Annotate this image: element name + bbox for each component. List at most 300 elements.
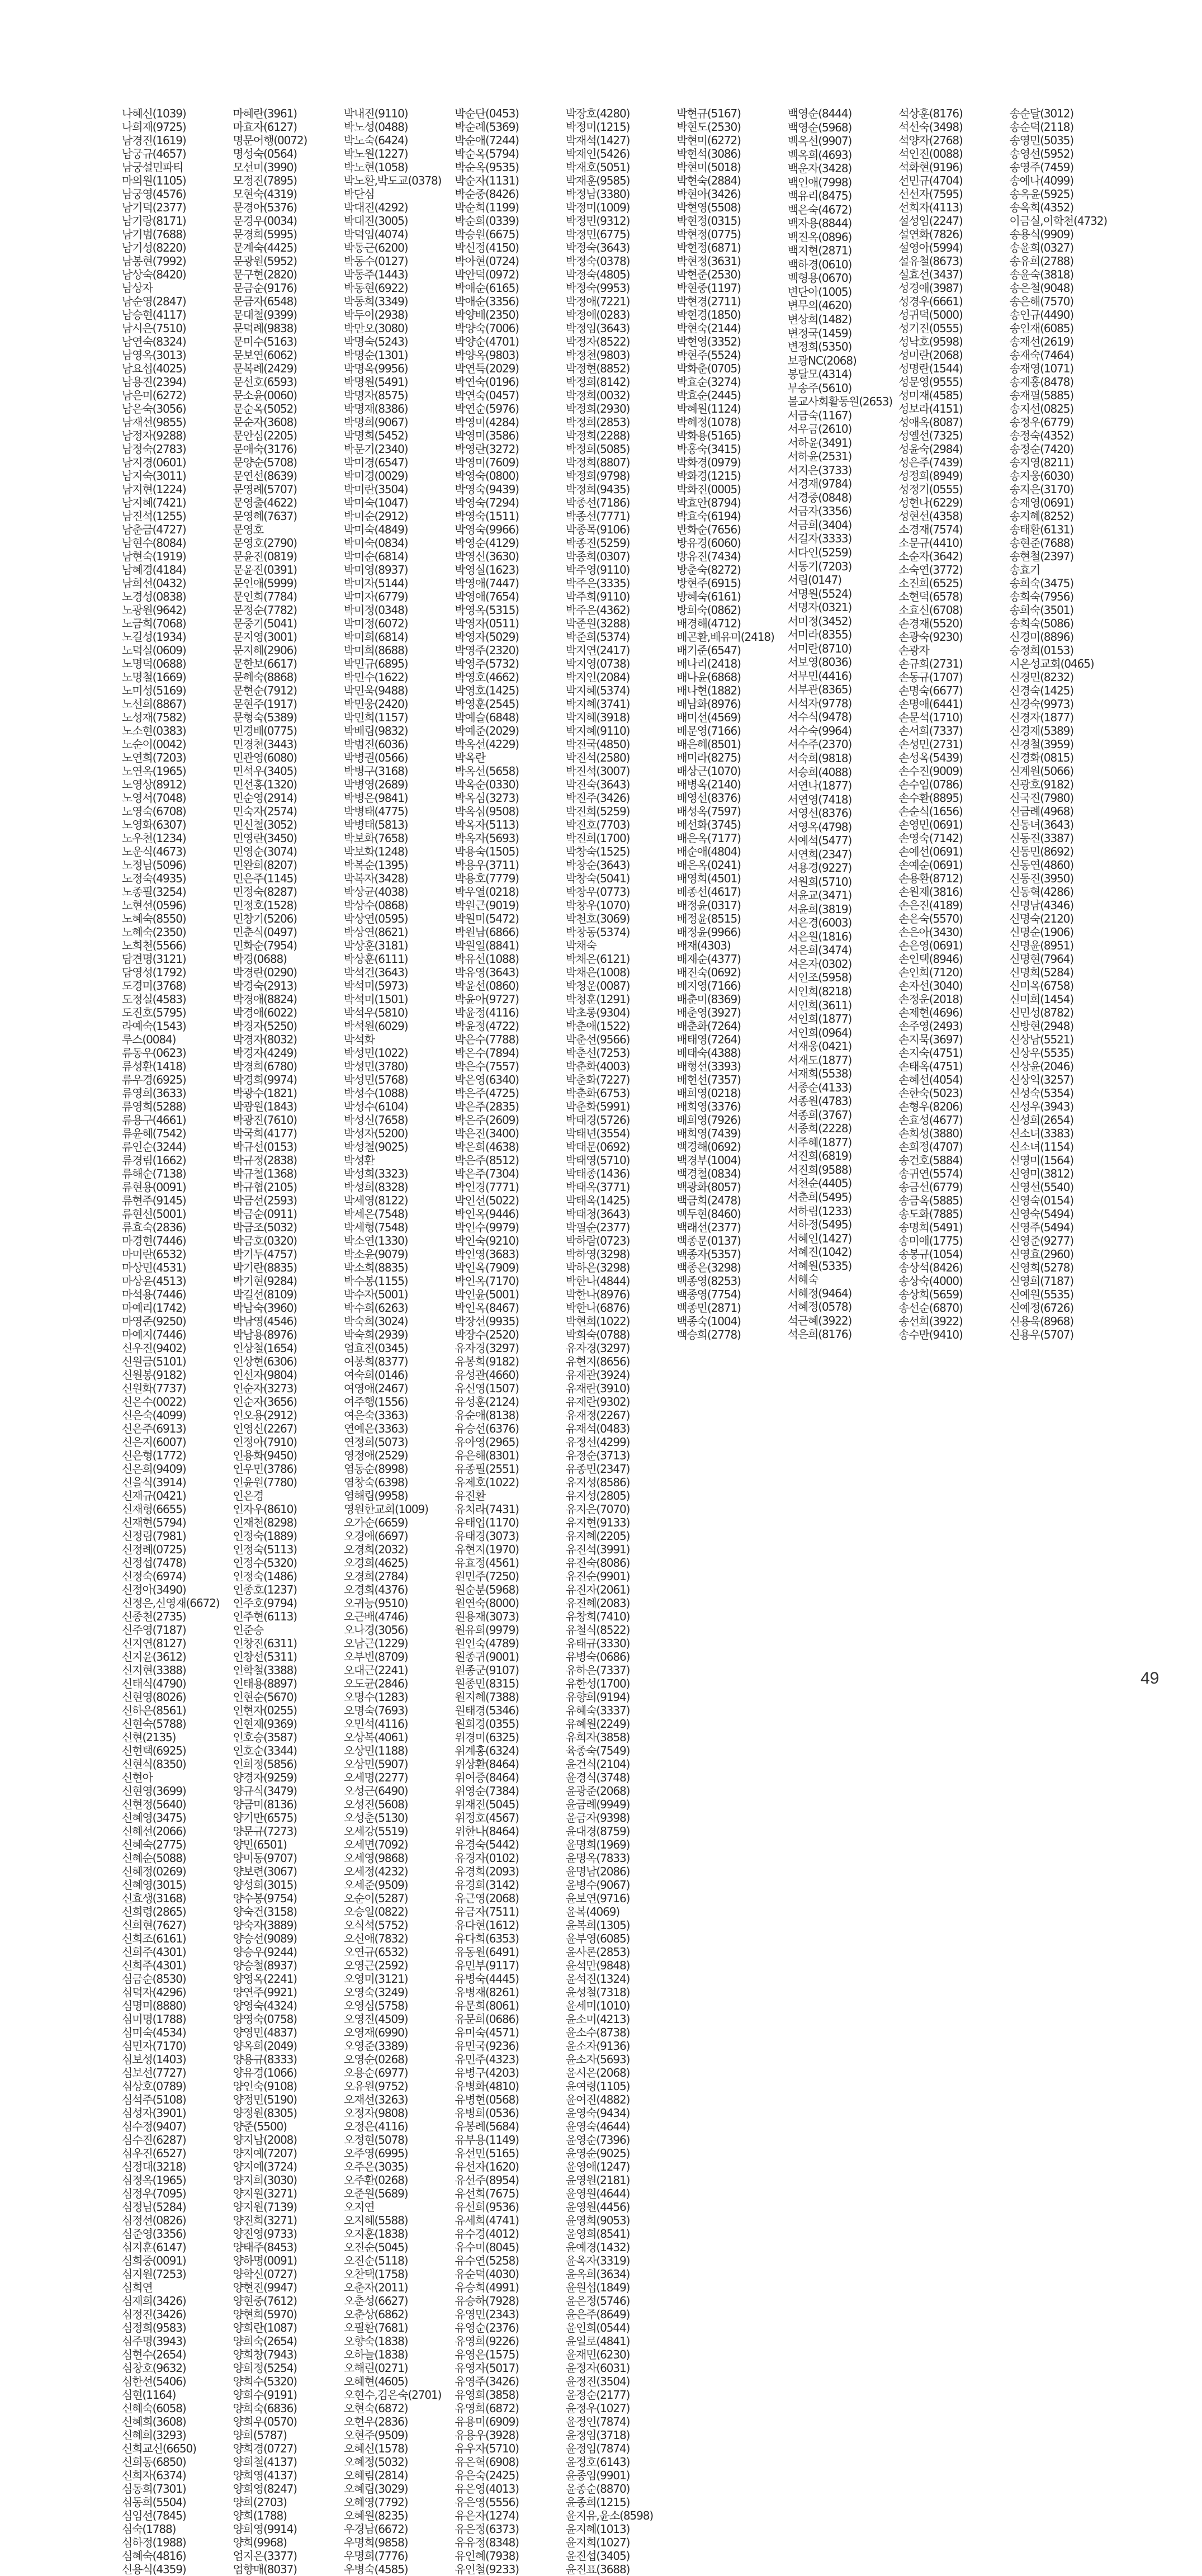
donor-name-entry: 노영서(7048) [122, 791, 186, 805]
donor-name-entry: 신은주(6913) [122, 1422, 186, 1435]
donor-name-entry: 박미자(6779) [343, 590, 408, 603]
donor-name-entry: 신정숙(6974) [122, 1570, 186, 1583]
donor-name-entry: 모현숙(4319) [233, 187, 297, 201]
donor-name-entry: 오지훈(1838) [343, 2227, 408, 2241]
donor-name-entry: 박명옥(9956) [343, 362, 408, 375]
donor-name-entry: 손규희(2731) [898, 657, 963, 670]
donor-name-entry: 심덕자(4296) [122, 1986, 186, 1999]
donor-name-entry: 반화순(7656) [676, 523, 741, 536]
donor-name-entry: 박채숙 [565, 939, 597, 952]
donor-name-entry: 박병권(0566) [343, 751, 408, 764]
donor-name-entry: 박성민(5768) [343, 1073, 408, 1086]
donor-name-entry: 박명원(5491) [343, 375, 408, 389]
donor-name-entry: 오성진(5608) [343, 1798, 408, 1811]
donor-name-entry: 남지현(1224) [122, 483, 186, 496]
donor-name-entry: 배희영(7926) [676, 1113, 741, 1127]
donor-name-entry: 유세희(4741) [455, 2214, 519, 2227]
donor-name-entry: 박상연(0595) [343, 912, 408, 925]
donor-name-entry: 민영란(3450) [233, 831, 297, 845]
donor-name-entry: 박병영(2689) [343, 778, 408, 791]
donor-name-entry: 박창숙(5041) [565, 872, 630, 885]
donor-name-entry: 보광NC(2068) [787, 353, 856, 367]
donor-name-entry: 민은주(1145) [233, 872, 297, 885]
donor-name-entry: 박순자(1131) [455, 174, 519, 187]
donor-name-entry: 신경민(8232) [1009, 670, 1074, 684]
donor-name-entry: 유효정(4561) [455, 1556, 519, 1570]
donor-name-entry: 위한나(8464) [455, 1825, 519, 1838]
donor-name-entry: 신명숙(2120) [1009, 912, 1074, 925]
donor-name-entry: 윤일로(4841) [565, 2334, 630, 2348]
donor-name-entry: 백종은(3298) [676, 1261, 741, 1274]
donor-name-entry: 박순희(0339) [455, 214, 519, 228]
donor-name-entry: 유재석(0483) [565, 1422, 630, 1435]
donor-name-entry: 송은해(7570) [1009, 295, 1074, 308]
donor-name-entry: 박태청(3643) [565, 1207, 630, 1221]
donor-name-entry: 유재란(3910) [565, 1382, 630, 1395]
donor-name-entry: 박성희(8328) [343, 1180, 408, 1194]
donor-name-entry: 양희경(0727) [233, 2442, 297, 2455]
donor-name-entry: 박기두(4757) [233, 1247, 297, 1261]
donor-name-entry: 유신영(1507) [455, 1382, 519, 1395]
donor-name-entry: 양현중(7612) [233, 2294, 297, 2308]
donor-name-entry: 양미동(9707) [233, 1851, 297, 1865]
donor-name-entry: 박미희(6814) [343, 630, 408, 644]
donor-name-entry: 박종목(9106) [565, 523, 630, 536]
donor-name-entry: 박미자(5144) [343, 576, 408, 590]
donor-name-entry: 윤예경(1432) [565, 2241, 630, 2254]
donor-name-entry: 백옥선(9907) [787, 134, 852, 148]
donor-name-entry: 박재훈(9585) [565, 174, 630, 187]
donor-name-entry: 염해림(9958) [343, 1489, 408, 1502]
donor-name-entry: 양숙건(3158) [233, 1905, 297, 1918]
donor-name-entry: 오도균(2846) [343, 1677, 408, 1690]
donor-name-entry: 성미재(4585) [898, 389, 963, 402]
donor-name-entry: 박인옥(7909) [455, 1261, 519, 1274]
donor-name-entry: 노금희(7068) [122, 617, 186, 630]
donor-name-entry: 박두이(2938) [343, 308, 408, 322]
donor-name-entry: 윤정임(7874) [565, 2442, 630, 2455]
donor-name-entry: 오향숙(1838) [343, 2334, 408, 2348]
donor-name-entry: 유다희(6353) [455, 1932, 519, 1945]
donor-name-entry: 민관영(6080) [233, 751, 297, 764]
donor-name-entry: 박인수(9979) [455, 1221, 519, 1234]
donor-name-entry: 양영옥(2241) [233, 1972, 297, 1986]
donor-name-entry: 박규선(0153) [233, 1140, 297, 1154]
donor-name-entry: 유영희(9226) [455, 2334, 519, 2348]
donor-name-entry: 방희숙(0862) [676, 603, 741, 617]
donor-name-entry: 오재선(3263) [343, 2093, 408, 2106]
donor-name-entry: 마상윤(4513) [122, 1274, 186, 1288]
donor-name-entry: 신경숙(9973) [1009, 697, 1074, 711]
donor-name-entry: 남연숙(8324) [122, 335, 186, 348]
donor-name-entry: 박길선(8109) [233, 1288, 297, 1301]
donor-name-entry: 유승선(6376) [455, 1422, 519, 1435]
donor-name-entry: 양희(1788) [233, 2509, 287, 2522]
donor-name-entry: 성현나(6229) [898, 496, 963, 509]
donor-name-entry: 박태옥(3771) [565, 1180, 630, 1194]
donor-name-entry: 유경희(2093) [455, 1865, 519, 1878]
donor-name-entry: 배희영(3376) [676, 1100, 741, 1113]
name-column [566, 107, 673, 1341]
donor-name-entry: 윤영원(4644) [565, 2187, 630, 2200]
donor-name-entry: 서혜진(1042) [787, 1245, 852, 1259]
donor-name-entry: 오경희(4376) [343, 1583, 408, 1596]
donor-name-entry: 박지혜(3918) [565, 711, 630, 724]
donor-name-entry: 박경숙(2913) [233, 979, 297, 992]
donor-name-entry: 백경해(0692) [676, 1140, 741, 1154]
donor-name-entry: 손효성(4677) [898, 1113, 963, 1127]
donor-name-entry: 박연득(2029) [455, 362, 519, 375]
donor-name-entry: 손인택(8946) [898, 952, 963, 966]
donor-name-entry: 인현재(9369) [233, 1717, 297, 1731]
donor-name-entry: 박병태(4775) [343, 805, 408, 818]
donor-name-entry: 박종진(5259) [565, 536, 630, 550]
donor-name-entry: 서금숙(1167) [787, 408, 852, 422]
donor-name-entry: 신영미(1564) [1009, 1154, 1074, 1167]
donor-name-entry: 신동민(8692) [1009, 845, 1074, 858]
donor-name-entry: 양희숙(2654) [233, 2334, 297, 2348]
donor-name-entry: 인희정(5856) [233, 1757, 297, 1771]
donor-name-entry: 배지영(7166) [676, 979, 741, 992]
donor-name-entry: 배춘미(8369) [676, 992, 741, 1006]
donor-name-entry: 백옥희(4693) [787, 148, 852, 162]
donor-name-entry: 노우천(1234) [122, 831, 186, 845]
donor-name-entry: 서수숙(9964) [787, 724, 852, 738]
donor-name-entry: 서재웅(0421) [787, 1039, 852, 1053]
donor-name-entry: 박영주(2320) [455, 644, 519, 657]
donor-name-entry: 송정우(6779) [1009, 415, 1074, 429]
donor-name-entry: 송재영(1071) [1009, 362, 1074, 375]
donor-name-entry: 박영숙(1511) [455, 509, 519, 523]
donor-name-entry: 유지혜(2205) [565, 1529, 630, 1543]
donor-name-entry: 박순애(7244) [455, 134, 519, 147]
donor-name-entry: 박현경(2711) [676, 295, 741, 308]
donor-name-entry: 신영주(5494) [1009, 1221, 1074, 1234]
donor-name-entry: 신상남(5521) [1009, 1033, 1074, 1046]
donor-name-entry: 박복순(1395) [343, 858, 408, 872]
donor-name-entry: 오주영(6995) [343, 2147, 408, 2160]
donor-name-entry: 원희경(0355) [455, 1717, 519, 1731]
donor-name-entry: 배춘화(7264) [676, 1019, 741, 1033]
donor-name-entry: 박지인(2084) [565, 670, 630, 684]
donor-name-entry: 박미희(8688) [343, 644, 408, 657]
donor-name-entry: 오세면(7092) [343, 1838, 408, 1851]
donor-name-entry: 박성희(3323) [343, 1167, 408, 1180]
donor-name-entry: 노소현(0383) [122, 724, 186, 738]
donor-name-entry: 서미라(8355) [787, 628, 852, 642]
donor-name-entry: 오영준(3389) [343, 2039, 408, 2053]
donor-name-entry: 송현철(2397) [1009, 550, 1074, 563]
donor-name-entry: 마혜란(3961) [233, 107, 297, 120]
donor-name-entry: 유경자(0102) [455, 1851, 519, 1865]
donor-name-entry: 류영희(3633) [122, 1086, 186, 1100]
donor-name-entry: 위정호(4567) [455, 1811, 519, 1825]
donor-name-entry: 백종영(8253) [676, 1274, 741, 1288]
donor-name-entry: 육종숙(7549) [565, 1744, 630, 1757]
donor-name-entry: 윤정호(6143) [565, 2455, 630, 2469]
donor-name-entry: 성기진(0555) [898, 322, 963, 335]
donor-name-entry: 심준영(3356) [122, 2227, 186, 2241]
donor-name-entry: 민경배(0775) [233, 724, 297, 738]
donor-name-entry: 노현선(0596) [122, 899, 186, 912]
donor-name-entry: 손형우(8206) [898, 1100, 963, 1113]
donor-name-entry: 서미란(8710) [787, 641, 852, 655]
donor-name-entry: 박효순(2445) [676, 389, 741, 402]
donor-name-entry: 노길성(1934) [122, 630, 186, 644]
donor-name-entry: 박정숙(9953) [565, 281, 630, 295]
donor-name-entry: 박금호(0320) [233, 1234, 297, 1247]
donor-name-entry: 서금자(3356) [787, 504, 852, 518]
donor-name-entry: 신혜선(2066) [122, 1825, 186, 1838]
donor-name-entry: 윤영희(8541) [565, 2227, 630, 2241]
donor-name-entry: 신우진(9402) [122, 1341, 186, 1355]
donor-name-entry: 서혜원(5335) [787, 1259, 852, 1273]
donor-name-entry: 서진희(6819) [787, 1149, 852, 1163]
donor-name-entry: 박정희(9798) [565, 469, 630, 483]
donor-name-entry: 남현수(8084) [122, 536, 186, 550]
donor-name-entry: 남정자(9288) [122, 429, 186, 442]
donor-name-entry: 심정희(9583) [122, 2321, 186, 2334]
donor-name-entry: 박금순(0911) [233, 1207, 297, 1221]
donor-name-entry: 박규철(1368) [233, 1167, 297, 1180]
donor-name-entry: 배성옥(7597) [676, 805, 741, 818]
donor-name-entry: 서혜정(9464) [787, 1286, 852, 1300]
donor-name-entry: 남재선(9855) [122, 415, 186, 429]
donor-name-entry: 유은자(1274) [455, 2509, 519, 2522]
donor-name-entry: 서명원(5524) [787, 587, 852, 601]
donor-name-entry: 박원일(8841) [455, 939, 519, 952]
donor-name-entry: 신광호(9182) [1009, 778, 1074, 791]
donor-name-entry: 신혜숙(2775) [122, 1838, 186, 1851]
donor-name-entry: 방혜숙(6161) [676, 590, 741, 603]
donor-name-entry: 유자경(3297) [565, 1341, 630, 1355]
donor-name-entry: 양영민(4837) [233, 2026, 297, 2039]
donor-name-entry: 유진석(3991) [565, 1543, 630, 1556]
donor-name-entry: 손정운(2018) [898, 992, 963, 1006]
donor-name-entry: 박옥선(4229) [455, 738, 519, 751]
donor-name-entry: 송순달(3012) [1009, 107, 1074, 120]
donor-name-entry: 박장선(9935) [455, 1315, 519, 1328]
donor-name-entry: 신재형(6655) [122, 1502, 186, 1516]
donor-name-entry: 송희숙(5086) [1009, 617, 1074, 630]
donor-name-entry: 오지혜(5588) [343, 2214, 408, 2227]
name-column [455, 1341, 562, 2576]
donor-name-entry: 박한나(8976) [565, 1288, 630, 1301]
donor-name-entry: 송상희(5659) [898, 1288, 963, 1301]
donor-name-entry: 손성옥(5439) [898, 751, 963, 764]
donor-name-entry: 박인선(5022) [455, 1194, 519, 1207]
donor-name-entry: 민춘식(0497) [233, 925, 297, 939]
donor-name-entry: 박정희(2288) [565, 429, 630, 442]
donor-name-entry: 오지연 [343, 2200, 375, 2214]
donor-name-entry: 이금실,이학천(4732) [1009, 214, 1108, 228]
donor-name-entry: 박양순(4701) [455, 335, 519, 348]
donor-name-entry: 신원봉(9182) [122, 1368, 186, 1382]
donor-name-entry: 손경재(5520) [898, 617, 963, 630]
donor-name-entry: 박태년(3554) [565, 1127, 630, 1140]
donor-name-entry: 오용순(6977) [343, 2066, 408, 2079]
donor-name-entry: 윤원섭(1849) [565, 2281, 630, 2294]
donor-name-entry: 오정현(5078) [343, 2133, 408, 2147]
donor-name-entry: 원종군(9107) [455, 1663, 519, 1677]
donor-name-entry: 인상현(6306) [233, 1355, 297, 1368]
donor-name-entry: 서하림(1233) [787, 1204, 852, 1218]
donor-name-entry: 서원희(5710) [787, 875, 852, 888]
donor-name-entry: 손지숙(4751) [898, 1046, 963, 1060]
donor-name-entry: 유수미(8045) [455, 2241, 519, 2254]
donor-name-entry: 라예숙(1543) [122, 1019, 186, 1033]
donor-name-entry: 양희정(5254) [233, 2361, 297, 2375]
donor-name-entry: 박양옥(9803) [455, 348, 519, 362]
donor-name-entry: 박남영(4546) [233, 1315, 297, 1328]
donor-name-entry: 남용진(2394) [122, 375, 186, 389]
donor-name-entry: 인학철(3388) [233, 1663, 297, 1677]
donor-name-entry: 심창호(9632) [122, 2361, 186, 2375]
donor-name-entry: 윤여령(1105) [565, 2079, 630, 2093]
donor-name-entry: 윤정순(2177) [565, 2388, 630, 2402]
donor-name-entry: 박영신(3630) [455, 550, 519, 563]
donor-name-entry: 신방현(2948) [1009, 1019, 1074, 1033]
donor-name-entry: 서경재(9784) [787, 477, 852, 491]
donor-name-entry: 박노원(1227) [343, 147, 408, 160]
donor-name-entry: 양현진(9947) [233, 2281, 297, 2294]
donor-name-entry: 박화진(0005) [676, 483, 741, 496]
donor-name-entry: 박진숙(3643) [565, 778, 630, 791]
donor-name-entry: 박하람(0723) [565, 1234, 630, 1247]
donor-name-entry: 박인경(7771) [455, 1180, 519, 1194]
donor-name-entry: 신지연(8127) [122, 1637, 186, 1650]
donor-name-entry: 우병숙(4585) [343, 2563, 408, 2576]
donor-name-entry: 박혜원(1124) [676, 402, 741, 415]
donor-name-entry: 염동순(8998) [343, 1462, 408, 1476]
donor-name-entry: 문영호(2790) [233, 536, 297, 550]
donor-name-entry: 남희선(0432) [122, 576, 186, 590]
donor-name-entry: 서승희(4088) [787, 765, 852, 779]
donor-name-entry: 문광원(5952) [233, 254, 297, 268]
donor-name-entry: 박기현(9284) [233, 1274, 297, 1288]
donor-name-entry: 유재란(9302) [565, 1395, 630, 1408]
donor-name-entry: 송미애(1775) [898, 1234, 963, 1247]
donor-name-entry: 양지희(3030) [233, 2173, 297, 2187]
donor-name-entry: 오승일(0822) [343, 1905, 408, 1918]
donor-name-entry: 박주영(9110) [565, 563, 630, 576]
donor-name-entry: 문대철(9399) [233, 308, 297, 322]
donor-name-entry: 인주호(9794) [233, 1596, 297, 1610]
donor-name-entry: 박현숙(2144) [676, 322, 741, 335]
donor-name-entry: 설유철(8673) [898, 254, 963, 268]
donor-name-entry: 심석주(5108) [122, 2093, 186, 2106]
donor-name-entry: 박노성(0488) [343, 120, 408, 134]
donor-name-entry: 오신애(7832) [343, 1932, 408, 1945]
donor-name-entry: 마예리(1742) [122, 1301, 186, 1315]
donor-name-entry: 시온성교회(0465) [1009, 657, 1094, 670]
donor-name-entry: 백승희(2778) [676, 1328, 741, 1341]
donor-name-entry: 여은숙(3363) [343, 1408, 408, 1422]
donor-name-entry: 노연희(7203) [122, 751, 186, 764]
donor-name-entry: 박미영(8937) [343, 563, 408, 576]
donor-name-entry: 인오용(2912) [233, 1408, 297, 1422]
donor-name-entry: 박주은(3335) [565, 576, 630, 590]
donor-name-entry: 노미성(5169) [122, 684, 186, 697]
donor-name-entry: 인호순(3344) [233, 1744, 297, 1757]
donor-name-entry: 인태용(8897) [233, 1677, 297, 1690]
donor-name-entry: 박금선(2593) [233, 1194, 297, 1207]
donor-name-entry: 서숙희(9818) [787, 751, 852, 765]
donor-name-entry: 박병은(9841) [343, 791, 408, 805]
donor-name-entry: 문윤진(0819) [233, 550, 297, 563]
donor-name-entry: 심상호(0789) [122, 2079, 186, 2093]
donor-name-entry: 오찬택(1758) [343, 2267, 408, 2281]
donor-name-entry: 신희자(6374) [122, 2469, 186, 2482]
donor-name-entry: 신영희(5278) [1009, 1261, 1074, 1274]
donor-name-entry: 소효신(6708) [898, 603, 963, 617]
donor-name-entry: 심수정(9407) [122, 2120, 186, 2133]
donor-name-entry: 소진희(6525) [898, 576, 963, 590]
donor-name-entry: 박채은(6121) [565, 952, 630, 966]
donor-name-entry: 송희숙(3475) [1009, 576, 1074, 590]
donor-name-entry: 배선화(3745) [676, 818, 741, 831]
donor-name-entry: 박범진(6036) [343, 738, 408, 751]
donor-name-entry: 윤영순(9025) [565, 2147, 630, 2160]
donor-name-entry: 인정숙(1889) [233, 1529, 297, 1543]
donor-name-entry: 백영순(5968) [787, 120, 852, 134]
donor-name-entry: 서동기(7203) [787, 559, 852, 573]
donor-name-entry: 노영화(6307) [122, 818, 186, 831]
donor-name-entry: 양경자(9259) [233, 1771, 297, 1784]
donor-name-entry: 나희재(9725) [122, 120, 186, 134]
donor-name-entry: 영원한교회(1009) [343, 1502, 428, 1516]
donor-name-entry: 박경자(8032) [233, 1033, 297, 1046]
donor-name-entry: 박현미(6272) [676, 134, 741, 147]
donor-name-entry: 성현선(4358) [898, 509, 963, 523]
donor-name-entry: 문연선(8639) [233, 469, 297, 483]
donor-name-entry: 박순단(0453) [455, 107, 519, 120]
donor-name-entry: 박윤아(9727) [455, 992, 519, 1006]
donor-name-entry: 송수만(9410) [898, 1328, 963, 1341]
donor-name-entry: 문경우(0034) [233, 214, 297, 228]
donor-name-entry: 박정미(1009) [565, 201, 630, 214]
donor-name-entry: 배재(4303) [676, 939, 731, 952]
donor-name-entry: 배은옥(0241) [676, 858, 741, 872]
donor-name-entry: 서인조(5958) [787, 971, 852, 985]
donor-name-entry: 신희현(7627) [122, 1918, 186, 1932]
donor-name-entry: 박미정(0348) [343, 603, 408, 617]
donor-name-entry: 류현용(0091) [122, 1180, 186, 1194]
donor-name-entry: 박정현(8852) [565, 362, 630, 375]
donor-name-entry: 서영선(8376) [787, 806, 852, 820]
donor-name-entry: 오혜림(2814) [343, 2469, 408, 2482]
donor-name-entry: 소현덕(6578) [898, 590, 963, 603]
donor-name-entry: 신정아(3490) [122, 1583, 186, 1596]
donor-name-entry: 원종민(8315) [455, 1677, 519, 1690]
donor-name-entry: 손수진(9009) [898, 764, 963, 778]
donor-name-entry: 박춘화(7227) [565, 1073, 630, 1086]
donor-name-entry: 명문어행(0072) [233, 134, 307, 147]
donor-name-entry: 박창숙(1525) [565, 845, 630, 858]
donor-name-entry: 배태영(7264) [676, 1033, 741, 1046]
donor-name-entry: 손수임(0786) [898, 778, 963, 791]
donor-name-entry: 손순식(1656) [898, 805, 963, 818]
donor-name-entry: 오경애(6697) [343, 1529, 408, 1543]
donor-name-entry: 손자선(3040) [898, 979, 963, 992]
donor-name-entry: 백종민(2871) [676, 1301, 741, 1315]
donor-name-entry: 박경자(5250) [233, 1019, 297, 1033]
donor-name-entry: 백종숙(1004) [676, 1315, 741, 1328]
donor-name-entry: 유태경(3073) [455, 1529, 519, 1543]
donor-name-entry: 성경애(3987) [898, 281, 963, 295]
donor-name-entry: 양용규(8333) [233, 2053, 297, 2066]
donor-name-entry: 유치라(7431) [455, 1502, 519, 1516]
